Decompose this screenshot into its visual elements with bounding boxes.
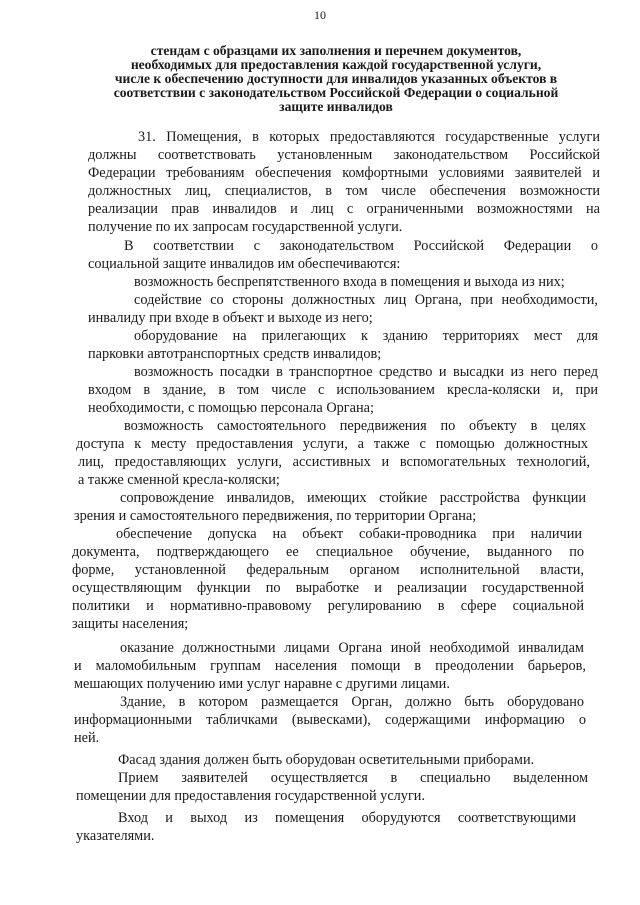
text-line: реализации прав инвалидов и лиц с ограниченными возможностями на: [88, 201, 600, 217]
text-line: инвалиду при входе в объект и выходе из него;: [88, 310, 373, 326]
text-line: В соответствии с законодательством Российской Федерации о: [124, 238, 598, 254]
text-line: Федерации требованиям обеспечения комфортными условиями заявителей и: [88, 165, 600, 181]
text-line: указателями.: [76, 828, 155, 844]
text-line: лиц, предоставляющих услуги, ассистивных и вспомогательных технологий,: [78, 454, 590, 470]
text-line: парковки автотранспортных средств инвалидов;: [88, 346, 382, 362]
text-line: документа, подтверждающего ее специальное обучение, выданного по: [72, 544, 584, 560]
text-line: оказание должностными лицами Органа иной необходимой инвалидам: [120, 640, 584, 656]
text-line: обеспечение допуска на объект собаки-проводника при наличии: [116, 526, 582, 542]
heading-line: необходимых для предоставления каждой государственной услуги,: [130, 57, 542, 72]
text-line: сопровождение инвалидов, имеющих стойкие расстройства функции: [120, 490, 586, 506]
list-item: [0, 489, 640, 525]
text-line: и маломобильным группам населения помощи в преодолении барьеров,: [74, 658, 586, 674]
text-line: форме, установленной федеральным органом исполнительной власти,: [72, 562, 584, 578]
paragraph-entrance: [0, 809, 640, 845]
text-line: оборудование на прилегающих к зданию территориях мест для: [134, 328, 598, 344]
heading-line: соответствии с законодательством Российской Федерации о социальной: [113, 85, 559, 100]
text-line: должностных лиц, специалистов, в том числе обеспечения возможности: [88, 183, 600, 199]
paragraph-signage: [0, 693, 640, 747]
text-line: ней.: [74, 730, 100, 746]
text-line: 31. Помещения, в которых предоставляются государственные услуги: [138, 129, 600, 145]
text-line: доступа к месту предоставления услуги, а также с помощью должностных: [76, 436, 588, 452]
text-line: необходимости, с помощью персонала Органа;: [88, 400, 374, 416]
text-line: должны соответствовать установленным законодательством Российской: [88, 147, 600, 163]
list-item: [0, 639, 640, 693]
heading-line: защите инвалидов: [279, 99, 393, 114]
list-item: [0, 525, 640, 633]
text-line: получение по их запросам государственной услуги.: [88, 219, 403, 235]
text-line: возможность самостоятельного передвижения по объекту в целях: [124, 418, 586, 434]
list-item: [0, 363, 640, 417]
text-line: Прием заявителей осуществляется в специально выделенном: [118, 770, 588, 786]
text-line: помещении для предоставления государственной услуги.: [76, 788, 426, 804]
heading-line: числе к обеспечению доступности для инвалидов указанных объектов в: [114, 71, 558, 86]
text-line: социальной защите инвалидов им обеспечиваются:: [88, 256, 401, 272]
text-line: осуществляющим функции по выработке и реализации государственной: [72, 580, 584, 596]
list-item: [0, 291, 640, 327]
text-line: возможность посадки в транспортное средство и высадки из него перед: [134, 364, 598, 380]
page-number: 10: [314, 8, 326, 22]
text-line: Фасад здания должен быть оборудован осветительными приборами.: [118, 752, 535, 768]
text-line: Здание, в котором размещается Орган, должно быть оборудовано: [120, 694, 584, 710]
text-line: а также сменной кресла-коляски;: [78, 472, 280, 488]
text-line: входом в здание, в том числе с использованием кресла-коляски и, при: [88, 382, 598, 398]
heading-line: стендам с образцами их заполнения и перечнем документов,: [150, 43, 522, 58]
text-line: возможность беспрепятственного входа в помещения и выхода из них;: [134, 274, 565, 290]
section-heading: [90, 44, 582, 114]
paragraph-reception: [0, 769, 640, 805]
document-body: [0, 128, 640, 845]
list-item: [0, 273, 640, 291]
text-line: содействие со стороны должностных лиц Органа, при необходимости,: [134, 292, 598, 308]
list-item: [0, 327, 640, 363]
list-item: [0, 417, 640, 489]
paragraph-facade: [0, 751, 640, 769]
paragraph-law-intro: [0, 237, 640, 273]
text-line: мешающих получению ими услуг наравне с другими лицами.: [74, 676, 450, 692]
paragraph-premises: [0, 128, 640, 236]
text-line: защиты населения;: [72, 616, 189, 632]
text-line: информационными табличками (вывесками), содержащими информацию о: [74, 712, 586, 728]
text-line: Вход и выход из помещения оборудуются соответствующими: [118, 810, 576, 826]
text-line: зрения и самостоятельного передвижения, по территории Органа;: [74, 508, 477, 524]
text-line: политики и нормативно-правовому регулированию в сфере социальной: [72, 598, 584, 614]
